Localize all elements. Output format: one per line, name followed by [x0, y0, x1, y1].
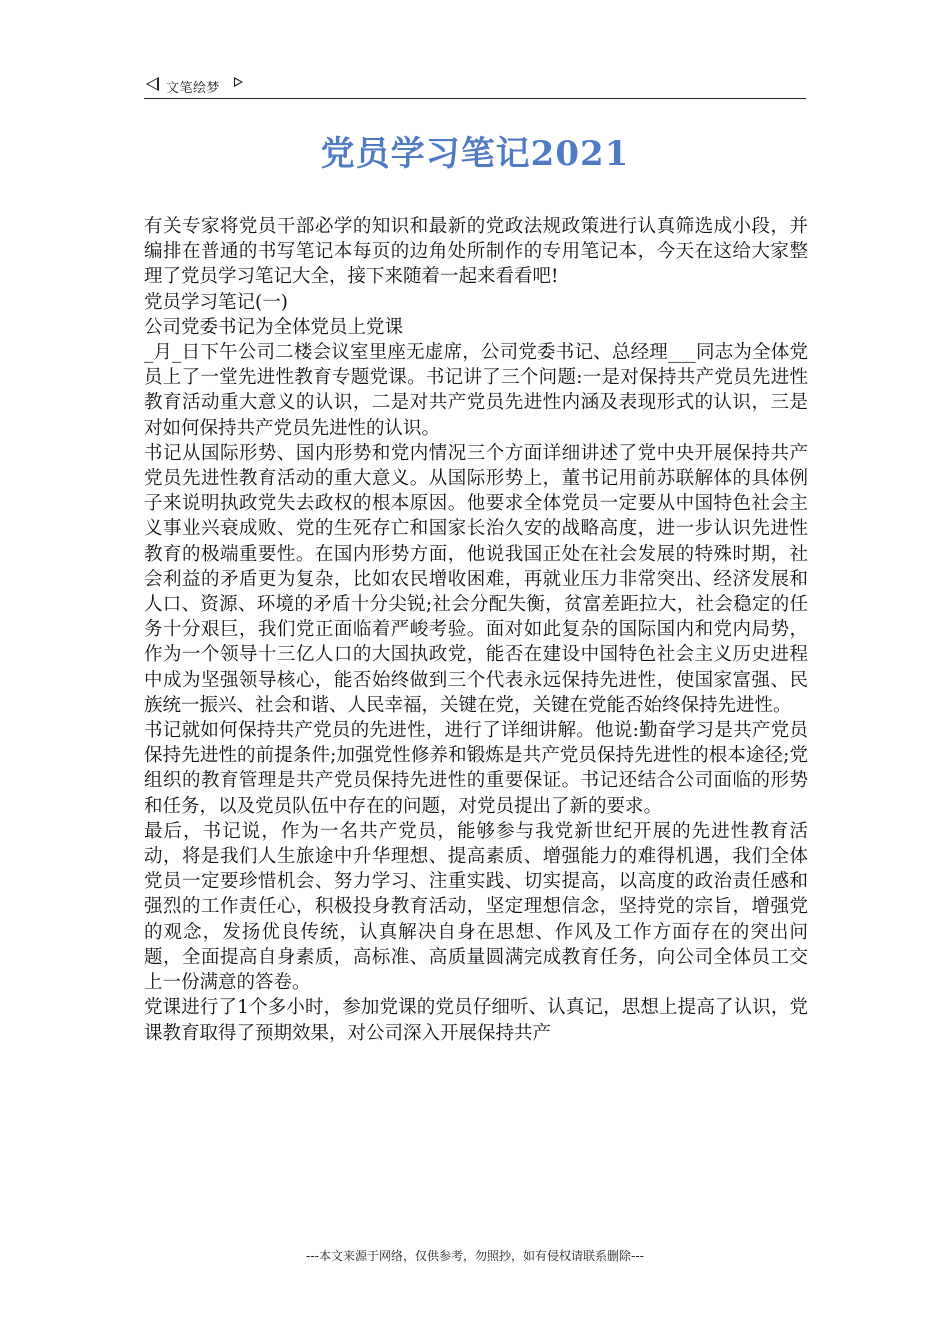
document-title: 党员学习笔记2021: [320, 134, 630, 174]
header-brand: 文笔绘梦: [166, 81, 221, 96]
page-header: [144, 74, 806, 99]
footer-notice: ---本文来源于网络，仅供参考，勿照抄，如有侵权请联系删除---: [306, 1249, 644, 1263]
paragraph: 最后，书记说，作为一名共产党员，能够参与我党新世纪开展的先进性教育活动，将是我们人生旅途中升华理想、提高素质、增强能力的难得机遇，我们全体党员一定要珍惜机会、努力学习、注重实践、切实提高，以高度的政治责任感和强烈的工作责任心，积极投身教育活动，坚定理想信念，坚持党的宗旨，增强党的观念，发扬优良传统，认真解决自身在思想、作风及工作方面存在的突出问题，全面提高自身素质，高标准、高质量圆满完成教育任务，向公司全体员工交上一份满意的答卷。: [144, 820, 808, 994]
left-triangle-icon: [146, 77, 159, 91]
paragraph: 书记从国际形势、国内形势和党内情况三个方面详细讲述了党中央开展保持共产党员先进性教育活动的重大意义。从国际形势上，董书记用前苏联解体的具体例子来说明执政党失去政权的根本原因。他要求全体党员一定要从中国特色社会主义事业兴衰成败、党的生死存亡和国家长治久安的战略高度，进一步认识先进性教育的极端重要性。在国内形势方面，他说我国正处在社会发展的特殊时期，社会利益的矛盾更为复杂，比如农民增收困难，再就业压力非常突出、经济发展和人口、资源、环境的矛盾十分尖锐;社会分配失衡，贫富差距拉大，社会稳定的任务十分艰巨，我们党正面临着严峻考验。面对如此复杂的国际国内和党内局势，作为一个领导十三亿人口的大国执政党，能否在建设中国特色社会主义历史进程中成为坚强领导核心，能否始终做到三个代表永远保持先进性，使国家富强、民族统一振兴、社会和谐、人民幸福，关键在党，关键在党能否始终保持先进性。: [144, 442, 808, 716]
paragraph-intro: 有关专家将党员干部必学的知识和最新的党政法规政策进行认真筛选成小段，并编排在普通的书写笔记本每页的边角处所制作的专用笔记本，今天在这给大家整理了党员学习笔记大全，接下来随着一起来看看吧!: [144, 216, 808, 288]
section-subheading: 公司党委书记为全体党员上党课: [144, 316, 404, 338]
document-body: [144, 214, 808, 1046]
right-triangle-icon: [234, 77, 243, 87]
section-heading: 党员学习笔记(一): [144, 291, 288, 313]
paragraph: 书记就如何保持共产党员的先进性，进行了详细讲解。他说:勤奋学习是共产党员保持先进性的前提条件;加强党性修养和锻炼是共产党员保持先进性的根本途径;党组织的教育管理是共产党员保持先进性的重要保证。书记还结合公司面临的形势和任务，以及党员队伍中存在的问题，对党员提出了新的要求。: [144, 720, 808, 817]
paragraph: 党课进行了1个多小时，参加党课的党员仔细听、认真记，思想上提高了认识，党课教育取得了预期效果，对公司深入开展保持共产: [144, 997, 808, 1044]
paragraph: _月_日下午公司二楼会议室里座无虚席，公司党委书记、总经理___同志为全体党员上了一堂先进性教育专题党课。书记讲了三个问题:一是对保持共产党员先进性教育活动重大意义的认识，二是对共产党员先进性内涵及表现形式的认识，三是对如何保持共产党员先进性的认识。: [144, 342, 808, 439]
